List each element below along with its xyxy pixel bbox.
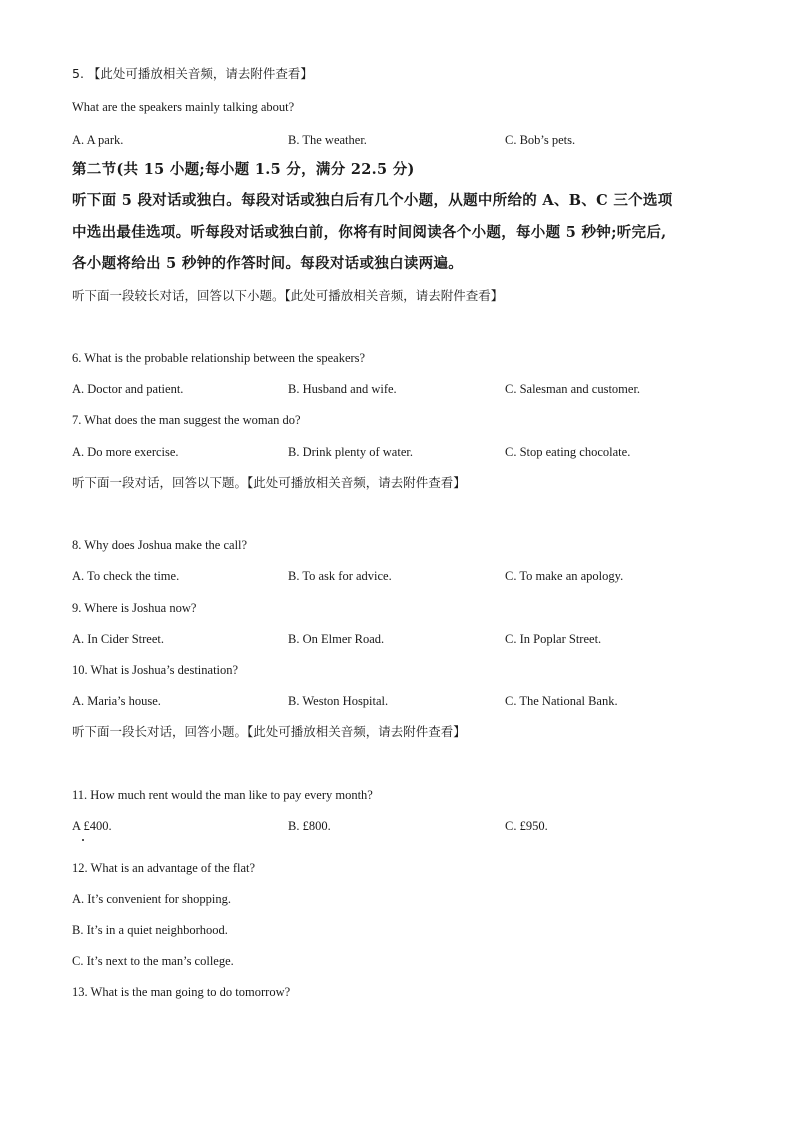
q6-option-b: B. Husband and wife. [288, 382, 397, 396]
q8-option-b: B. To ask for advice. [288, 569, 392, 583]
section2-instruction-line-1: 听下面 5 段对话或独白。每段对话或独白后有几个小题，从题中所给的 A、B、C 三个选项 [72, 192, 673, 209]
q7-option-c: C. Stop eating chocolate. [505, 445, 631, 459]
q6-question: 6. What is the probable relationship between the speakers? [72, 351, 366, 365]
q8-option-c: C. To make an apology. [505, 569, 624, 583]
q12-option-c: C. It’s next to the man’s college. [72, 954, 234, 968]
q10-option-a: A. Maria’s house. [72, 694, 161, 708]
q12-option-a: A. It’s convenient for shopping. [72, 892, 232, 906]
q11-option-b: B. £800. [288, 819, 331, 833]
q8-option-a: A. To check the time. [72, 569, 180, 583]
group1-intro: 听下面一段较长对话，回答以下小题。【此处可播放相关音频，请去附件查看】 [72, 288, 504, 303]
q5-option-b: B. The weather. [288, 133, 367, 147]
q5-option-c: C. Bob’s pets. [505, 133, 576, 147]
q11-option-c: C. £950. [505, 819, 548, 833]
q12-question: 12. What is an advantage of the flat? [72, 861, 256, 875]
q6-option-c: C. Salesman and customer. [505, 382, 641, 396]
group3-intro: 听下面一段长对话，回答小题。【此处可播放相关音频，请去附件查看】 [72, 724, 466, 739]
q12-option-b: B. It’s in a quiet neighborhood. [72, 923, 228, 937]
q10-option-b: B. Weston Hospital. [288, 694, 389, 708]
q9-option-a: A. In Cider Street. [72, 632, 164, 646]
q13-question: 13. What is the man going to do tomorrow? [72, 985, 291, 999]
q7-option-a: A. Do more exercise. [72, 445, 179, 459]
q7-option-b: B. Drink plenty of water. [288, 445, 413, 459]
q5-option-a: A. A park. [72, 133, 124, 147]
q6-option-a: A. Doctor and patient. [72, 382, 184, 396]
q9-option-c: C. In Poplar Street. [505, 632, 602, 646]
q9-question: 9. Where is Joshua now? [72, 601, 197, 615]
stray-mark [82, 839, 84, 841]
q5-prompt: 5. 【此处可播放相关音频，请去附件查看】 [72, 66, 313, 81]
q11-option-a: A £400. [72, 819, 112, 833]
q10-option-c: C. The National Bank. [505, 694, 618, 708]
q5-question: What are the speakers mainly talking about? [72, 100, 295, 114]
group2-intro: 听下面一段对话，回答以下题。【此处可播放相关音频，请去附件查看】 [72, 475, 466, 490]
q11-question: 11. How much rent would the man like to pay every month? [72, 788, 373, 802]
q7-question: 7. What does the man suggest the woman do? [72, 413, 301, 427]
q9-option-b: B. On Elmer Road. [288, 632, 385, 646]
section2-heading: 第二节(共 15 小题;每小题 1.5 分，满分 22.5 分) [72, 161, 415, 178]
q10-question: 10. What is Joshua’s destination? [72, 663, 239, 677]
q8-question: 8. Why does Joshua make the call? [72, 538, 248, 552]
section2-instruction-line-2: 中选出最佳选项。听每段对话或独白前，你将有时间阅读各个小题，每小题 5 秒钟;听完后, [72, 224, 667, 241]
section2-instruction-line-3: 各小题将给出 5 秒钟的作答时间。每段对话或独白读两遍。 [72, 255, 464, 272]
